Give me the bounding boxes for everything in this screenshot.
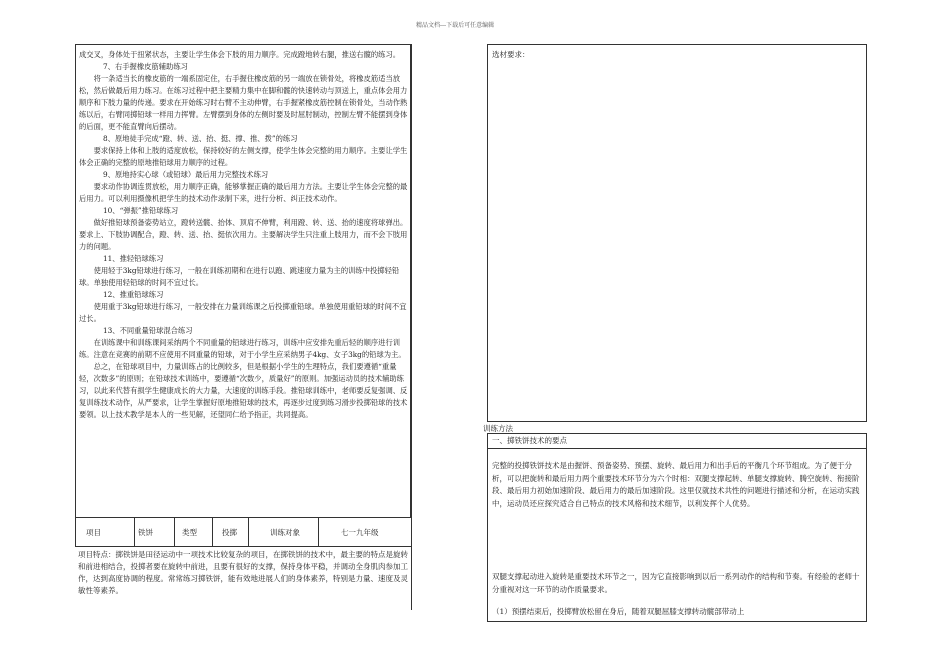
project-value: 铁饼: [138, 527, 153, 537]
exercise-heading: 10、“弹振”推铅球练习: [103, 206, 179, 215]
table-divider: [212, 518, 213, 546]
type-label: 类型: [182, 527, 197, 537]
trainee-value: 七一九年级: [341, 527, 379, 537]
method-label: 训练方法: [483, 424, 513, 433]
table-divider: [174, 518, 175, 546]
exercise-paragraph: 使用重于3kg铅球进行练习，一般安排在力量训练课之后投掷重铅球。单独使用重铅球的时间不宜过长。: [79, 302, 407, 323]
method-paragraph: 双腿支撑起动进入旋转是重要技术环节之一，因为它直接影响到以后一系列动作的结构和节奏。有经验的老师十分重视对这一环节的动作质量要求。: [492, 572, 860, 594]
training-text: [79, 49, 409, 421]
exercise-heading: 7、右手握橡皮筋辅助练习: [103, 62, 188, 71]
materials-label: 选材要求：: [492, 50, 530, 59]
exercise-heading: 11、推轻铅球练习: [103, 254, 164, 263]
table-divider: [248, 518, 249, 546]
table-bottom-border: [75, 546, 411, 547]
exercise-heading: 9、原地持实心球（或铅球）最后用力完整技术练习: [103, 170, 269, 179]
page-header: 精品文档---下载后可任意编辑: [416, 22, 495, 29]
project-features: 项目特点：掷铁饼是田径运动中一项技术比较复杂的项目，在掷铁饼的技术中，最主要的特点是旋转和前进相结合，投掷者要在旋转中前进，且要有很好的支撑，保持身体平稳，并调动全身肌肉参加工作，达到高度协调的程度。常常练习掷铁饼，能有效地进展人们的身体素养，特别是力量、速度及灵敏性等素养。: [78, 550, 408, 595]
exercise-paragraph: 要求动作协调连贯放松，用力顺序正确，能够掌握正确的最后用力方法。主要让学生体会完整的最后用力。可以利用摄像机把学生的技术动作录制下来，进行分析、纠正技术动作。: [79, 182, 408, 203]
table-divider: [318, 518, 319, 546]
left-panel-border: [411, 44, 412, 610]
trainee-label: 训练对象: [270, 527, 300, 537]
method-paragraph: 完整的投掷铁饼技术是由握饼、预备姿势、预摆、旋转、最后用力和出手后的平衡几个环节组成。为了便于分析，可以把旋转和最后用力两个重要技术环节分为六个时相：双腿支撑起转、单腿支撑旋转、腾空旋转、衔接阶段、最后用力初始加速阶段、最后用力的最后加速阶段。这里仅就技术共性的问题进行描述和分析，在运动实践中，运动员还应探究适合自己特点的技术风格和技术细节，以利发挥个人优势。: [492, 461, 860, 508]
project-table-row: [75, 518, 411, 546]
exercise-heading: 13、不同重量铅球混合练习: [103, 326, 193, 335]
exercise-paragraph: 总之，在铅球项目中，力量训练占的比例较多，但是根据小学生的生理特点，我们要遵循“重量轻，次数多”的原则；在铅球技术训练中，要遵循“次数少，质量好”的原则。加强运动员的技术辅助练习，以此来代替有损学生健康成长的大力量，大速度的训练手段。推铅球训练中，老师要反复强调、反复训练技术动作，从严要求，让学生掌握好原地推铅球的技术，再逐步过度到练习滑步投掷铅球的技术要领。以上技术教学是本人的一些见解，还望同仁给予指正，共同提高。: [79, 362, 408, 419]
exercise-paragraph: 在训练课中和训练课间采纳两个不同重量的铅球进行练习，训练中应安排先重后轻的顺序进行训练。注意在竞赛的前期不应使用不同重量的铅球，对于小学生应采纳男子4kg、女子3kg的铅球为主。: [79, 338, 406, 359]
table-divider: [134, 518, 135, 546]
exercise-heading: 12、推重铅球练习: [103, 290, 164, 299]
project-label: 项目: [86, 527, 101, 537]
exercise-heading: 8、原地徒手完成“蹬、转、送、抬、挺、撑、推、拨”的练习: [103, 134, 298, 143]
exercise-paragraph: 做好推铅球预备姿势站立，蹬转送髋、抬体、顶肩不伸臂，利用蹬、转、送、抬的速度将球弹出。要求上、下肢协调配合，蹬、转、送、抬、挺依次用力。主要解决学生只注重上肢用力，而不会下肢用力的问题。: [79, 218, 408, 251]
section-title: 一、掷铁饼技术的要点: [492, 436, 567, 445]
materials-box: [487, 44, 867, 422]
exercise-paragraph: 成交叉，身体处于扭紧状态，主要让学生体会下肢的用力顺序。完成蹬地转右腿，推送右髋的练习。: [79, 50, 401, 59]
method-paragraph: （1）预摆结束后，投掷臂放松留在身后，随着双腿屈膝支撑转动髋部带动上: [492, 607, 745, 616]
exercise-paragraph: 要求保持上体和上肢的适度放松，保持较好的左侧支撑，使学生体会完整的用力顺序。主要让学生体会正确的完整的原地推铅球用力顺序的过程。: [79, 146, 408, 167]
exercise-paragraph: 使用轻于3kg铅球进行练习，一般在训练初期和在进行以跑、跳速度力量为主的训练中投掷轻铅球。单独使用轻铅球的时间不宜过长。: [79, 266, 400, 287]
exercise-paragraph: 将一条适当长的橡皮筋的一端系固定住，右手握住橡皮筋的另一端放在锁骨处，将橡皮筋适当放松，然后做最后用力练习。在练习过程中把主要精力集中在脚和髋的快速转动与顶送上，重点体会用力顺序和下肢力量的传递。要求在开始练习时右臂不主动伸臂，右手握紧橡皮筋控制在锁骨处，当动作熟练以后，右臂同掷铅球一样用力挥臂。左臂摆到身体的左侧时要及时屈肘制动，控制左臂不能摆到身体的后面，更不能直臂向后摆动。: [79, 74, 408, 131]
type-value: 投掷: [222, 527, 237, 537]
method-title-divider: [488, 448, 866, 449]
